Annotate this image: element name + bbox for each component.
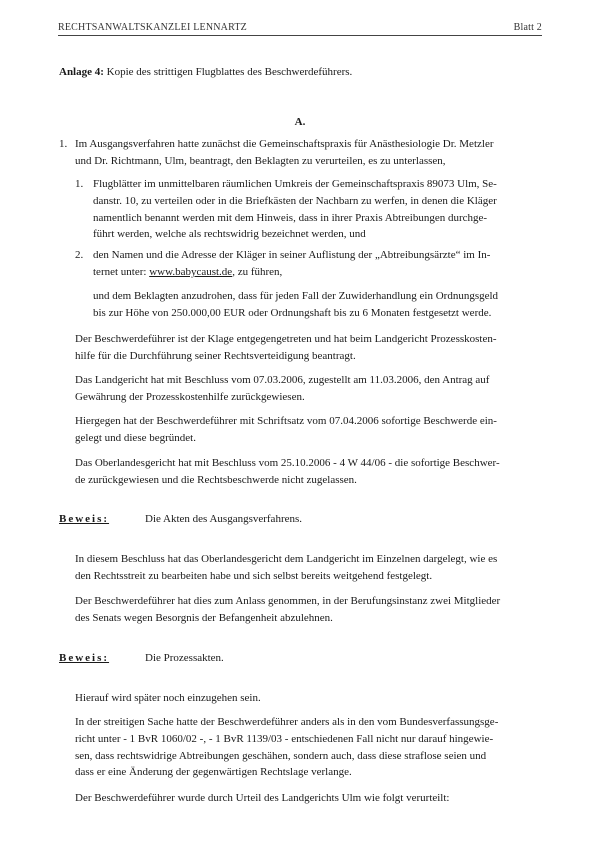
paragraph <box>75 372 517 406</box>
text-line: Gewährung der Prozesskostenhilfe zurückgewiesen. <box>75 390 305 403</box>
text-line: namentlich benannt werden mit dem Hinweis, dass in ihrer Praxis Abtreibungen durchge- <box>93 211 488 224</box>
paragraph <box>75 790 517 807</box>
firm-name: RECHTSANWALTSKANZLEI LENNARTZ <box>58 22 247 33</box>
item-1-text <box>75 136 517 170</box>
beweis-label: Beweis: <box>59 513 110 525</box>
item-number: 1. <box>59 138 68 150</box>
text-line: Hiergegen hat der Beschwerdeführer mit Schriftsatz vom 07.04.2006 sofortige Beschwerde ein- <box>75 415 497 427</box>
page-header <box>58 21 542 36</box>
text-line: Der Beschwerdeführer hat dies zum Anlass genommen, in der Berufungsinstanz zwei Mitglieder <box>75 595 501 607</box>
text-line: und dem Beklagten anzudrohen, dass für jeden Fall der Zuwiderhandlung ein Ordnungsgeld <box>93 290 499 302</box>
text-line: Das Oberlandesgericht hat mit Beschluss vom 25.10.2006 - 4 W 44/06 - die sofortige Beschwer- <box>75 457 500 469</box>
annex-line <box>59 64 529 81</box>
text-line: dass er eine Änderung der gegenwärtigen Rechtslage verlange. <box>75 766 352 779</box>
babycaust-link[interactable]: www.babycaust.de <box>149 265 233 278</box>
text-line-prefix: ternet unter: <box>93 265 150 278</box>
text-line: Flugblätter im unmittelbaren räumlichen Umkreis der Gemeinschaftspraxis 89073 Ulm, Se- <box>93 178 497 190</box>
text-line: de zurückgewiesen und die Rechtsbeschwerde nicht zugelassen. <box>75 473 357 486</box>
text-line: bis zur Höhe von 250.000,00 EUR oder Ordnungshaft bis zu 6 Monaten festgesetzt werde. <box>93 306 492 319</box>
text-line: richt unter - 1 BvR 1060/02 -, - 1 BvR 1139/03 - entschiedenen Fall nicht nur darauf hingewie- <box>75 732 494 745</box>
text-line: danstr. 10, zu verteilen oder in die Briefkästen der Nachbarn zu werfen, in denen die Kläger <box>93 194 497 207</box>
text-line: den Rechtsstreit zu bearbeiten habe und sich selbst bereits weitgehend festgelegt. <box>75 569 433 582</box>
section-title: A. <box>294 116 306 128</box>
annex-text: Kopie des strittigen Flugblattes des Beschwerdeführers. <box>106 66 353 78</box>
text-line-suffix: , zu führen, <box>232 265 283 278</box>
text-line: In diesem Beschluss hat das Oberlandesgericht dem Landgericht im Einzelnen dargelegt, wie es <box>75 553 498 565</box>
text-line: Das Landgericht hat mit Beschluss vom 07.03.2006, zugestellt am 11.03.2006, den Antrag auf <box>75 374 490 386</box>
text-line: In der streitigen Sache hatte der Beschwerdeführer anders als in den vom Bundesverfassungsge- <box>75 716 499 728</box>
paragraph <box>75 331 517 365</box>
paragraph <box>75 690 517 707</box>
text-line: den Namen und die Adresse der Kläger in seiner Auflistung der „Abtreibungsärzte“ im In- <box>93 249 491 261</box>
text-line: des Senats wegen Besorgnis der Befangenheit abzulehnen. <box>75 611 333 624</box>
subitem-number: 2. <box>75 249 84 261</box>
threat-text <box>93 288 517 322</box>
beweis-text: Die Akten des Ausgangsverfahrens. <box>145 513 303 525</box>
annex-label: Anlage 4: <box>59 66 104 78</box>
text-line: Im Ausgangsverfahren hatte zunächst die Gemeinschaftspraxis für Anästhesiologie Dr. Metzler <box>75 138 494 150</box>
subitem-2-text <box>93 247 517 281</box>
beweis-text: Die Prozessakten. <box>145 652 224 664</box>
paragraph <box>75 551 517 585</box>
page-number: Blatt 2 <box>513 22 542 33</box>
subitem-1-text <box>93 176 517 243</box>
paragraph <box>75 593 517 627</box>
text-line: führt werden, welche als rechtswidrig bezeichnet werden, und <box>93 228 366 241</box>
paragraph <box>75 455 517 489</box>
paragraph <box>75 413 517 447</box>
text-line: gelegt und diese begründet. <box>75 431 196 444</box>
subitem-number: 1. <box>75 178 84 190</box>
beweis-label: Beweis: <box>59 652 110 664</box>
paragraph <box>75 714 517 781</box>
text-line: sen, dass rechtswidrige Abtreibungen geschähen, sondern auch, dass diese straflose seien und <box>75 749 487 762</box>
text-line: und Dr. Richtmann, Ulm, beantragt, den Beklagten zu verurteilen, es zu unterlassen, <box>75 154 446 167</box>
text-line: hilfe für die Durchführung seiner Rechtsverteidigung beantragt. <box>75 349 356 362</box>
text-line: Der Beschwerdeführer wurde durch Urteil des Landgerichts Ulm wie folgt verurteilt: <box>75 792 450 804</box>
text-line: Der Beschwerdeführer ist der Klage entgegengetreten und hat beim Landgericht Prozesskosten- <box>75 333 497 345</box>
text-line: Hierauf wird später noch einzugehen sein. <box>75 692 261 704</box>
